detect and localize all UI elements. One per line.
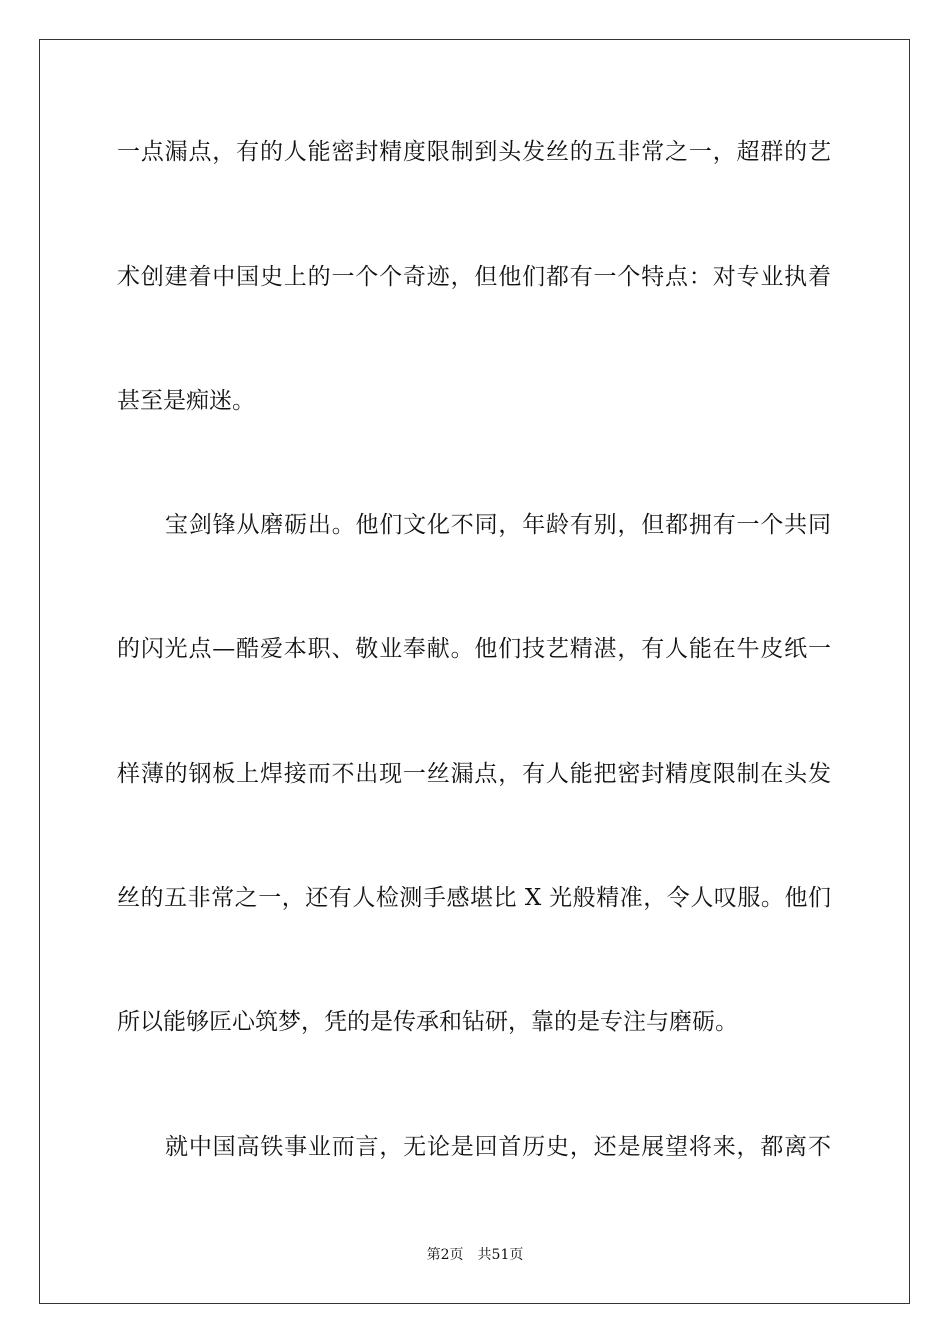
text-line: 一点漏点，有的人能密封精度限制到头发丝的五非常之一，超群的艺 — [117, 139, 831, 165]
text-line: 甚至是痴迷。 — [117, 388, 255, 414]
text-line: 术创建着中国史上的一个个奇迹，但他们都有一个特点：对专业执着 — [117, 264, 831, 290]
paragraph-start-line: 就中国高铁事业而言，无论是回首历史，还是展望将来，都离不 — [165, 1134, 831, 1160]
page-footer — [0, 1245, 950, 1265]
text-line: 丝的五非常之一，还有人检测手感堪比 X 光般精准，令人叹服。他们 — [117, 885, 831, 911]
page-border — [39, 39, 910, 1304]
text-line: 所以能够匠心筑梦，凭的是传承和钻研，靠的是专注与磨砺。 — [117, 1009, 738, 1035]
text-line: 样薄的钢板上焊接而不出现一丝漏点，有人能把密封精度限制在头发 — [117, 761, 831, 787]
total-pages: 共51页 — [477, 1247, 524, 1263]
text-line: 的闪光点—酷爱本职、敬业奉献。他们技艺精湛，有人能在牛皮纸一 — [117, 636, 831, 662]
paragraph-start-line: 宝剑锋从磨砺出。他们文化不同，年龄有别，但都拥有一个共同 — [165, 512, 831, 538]
page-number: 第2页 — [426, 1247, 464, 1263]
